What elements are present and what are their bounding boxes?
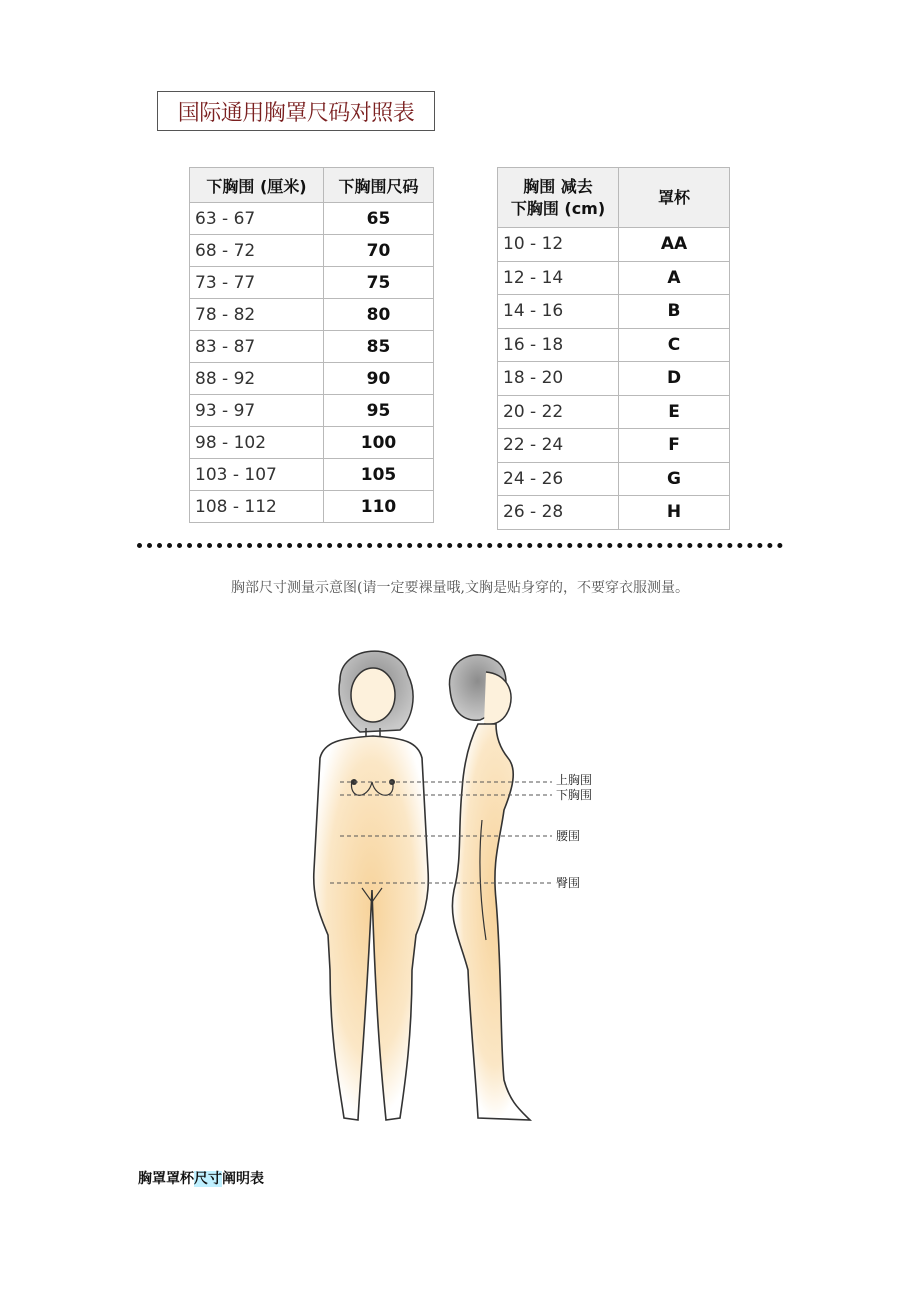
label-upper-bust: 上胸围 (556, 773, 593, 787)
page-title: 国际通用胸罩尺码对照表 (157, 91, 435, 131)
header-difference-line2: 下胸围 (cm) (510, 198, 606, 218)
header-band-size: 下胸围尺码 (324, 168, 434, 203)
underbust-range-cell: 108 - 112 (190, 491, 324, 523)
table-row (190, 203, 434, 235)
band-size-cell: 95 (324, 395, 434, 427)
table-row (498, 261, 730, 295)
table-row (190, 331, 434, 363)
measurement-caption: 胸部尺寸测量示意图(请一定要裸量哦,文胸是贴身穿的，不要穿衣服测量。 (231, 580, 689, 596)
band-size-cell: 90 (324, 363, 434, 395)
header-difference (498, 168, 619, 228)
cup-size-table (497, 167, 730, 530)
table-row (498, 328, 730, 362)
band-size-cell: 100 (324, 427, 434, 459)
table-row (190, 491, 434, 523)
footer-heading (138, 1168, 264, 1188)
difference-range-cell: 10 - 12 (498, 228, 619, 262)
table-row (498, 295, 730, 329)
underbust-range-cell: 88 - 92 (190, 363, 324, 395)
table-row (190, 427, 434, 459)
band-size-cell: 85 (324, 331, 434, 363)
cup-size-cell: E (619, 395, 730, 429)
cup-size-cell: F (619, 429, 730, 463)
table-row (190, 299, 434, 331)
band-size-cell: 110 (324, 491, 434, 523)
table-row (498, 429, 730, 463)
underbust-range-cell: 83 - 87 (190, 331, 324, 363)
underbust-range-cell: 103 - 107 (190, 459, 324, 491)
table-row (190, 459, 434, 491)
difference-range-cell: 14 - 16 (498, 295, 619, 329)
band-size-cell: 80 (324, 299, 434, 331)
body-measurement-illustration (300, 640, 620, 1130)
label-hip: 臀围 (556, 876, 581, 890)
difference-range-cell: 20 - 22 (498, 395, 619, 429)
table-row (498, 362, 730, 396)
table-header-row (190, 168, 434, 203)
band-size-cell: 65 (324, 203, 434, 235)
underbust-range-cell: 68 - 72 (190, 235, 324, 267)
cup-size-cell: AA (619, 228, 730, 262)
band-size-cell: 70 (324, 235, 434, 267)
underbust-range-cell: 78 - 82 (190, 299, 324, 331)
cup-size-cell: D (619, 362, 730, 396)
table-row (498, 395, 730, 429)
header-difference-line1: 胸围 减去 (523, 176, 593, 196)
underbust-range-cell: 93 - 97 (190, 395, 324, 427)
table-row (498, 228, 730, 262)
table-row (190, 267, 434, 299)
footer-highlight: 尺寸 (194, 1171, 222, 1187)
difference-range-cell: 16 - 18 (498, 328, 619, 362)
table-row (498, 496, 730, 530)
difference-range-cell: 12 - 14 (498, 261, 619, 295)
difference-range-cell: 26 - 28 (498, 496, 619, 530)
footer-suffix: 阐明表 (222, 1171, 264, 1187)
cup-size-cell: H (619, 496, 730, 530)
band-size-table (189, 167, 434, 523)
difference-range-cell: 22 - 24 (498, 429, 619, 463)
table-row (498, 462, 730, 496)
underbust-range-cell: 73 - 77 (190, 267, 324, 299)
difference-range-cell: 18 - 20 (498, 362, 619, 396)
table-row (190, 395, 434, 427)
front-figure (314, 651, 429, 1120)
table-row (190, 363, 434, 395)
label-waist: 腰围 (556, 829, 581, 843)
side-figure (449, 655, 530, 1120)
band-size-cell: 105 (324, 459, 434, 491)
difference-range-cell: 24 - 26 (498, 462, 619, 496)
header-underbust-cm: 下胸围 (厘米) (190, 168, 324, 203)
label-under-bust: 下胸围 (556, 788, 593, 802)
underbust-range-cell: 63 - 67 (190, 203, 324, 235)
underbust-range-cell: 98 - 102 (190, 427, 324, 459)
header-cup: 罩杯 (619, 168, 730, 228)
cup-size-cell: B (619, 295, 730, 329)
cup-size-cell: A (619, 261, 730, 295)
cup-size-cell: C (619, 328, 730, 362)
footer-prefix: 胸罩罩杯 (138, 1171, 194, 1187)
table-header-row (498, 168, 730, 228)
cup-size-cell: G (619, 462, 730, 496)
band-size-cell: 75 (324, 267, 434, 299)
table-row (190, 235, 434, 267)
dotted-divider (137, 543, 783, 548)
